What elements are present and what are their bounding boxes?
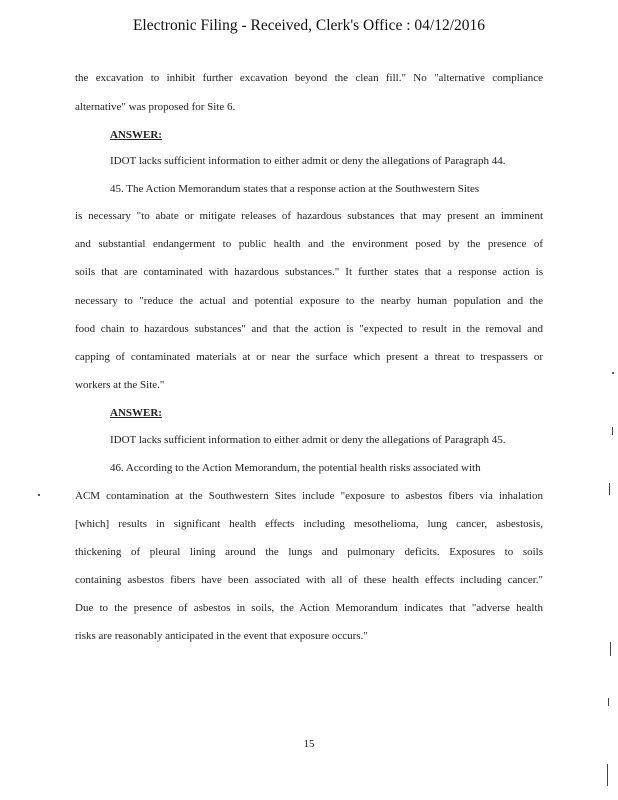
answer-heading: ANSWER: xyxy=(110,129,162,141)
paragraph-46-line: risks are reasonably anticipated in the event that exposure occurs." xyxy=(75,630,368,642)
scan-artifact xyxy=(608,698,609,706)
scan-artifact xyxy=(612,427,613,435)
scan-artifact xyxy=(609,483,610,495)
answer-text: IDOT lacks sufficient information to either admit or deny the allegations of Paragraph 45. xyxy=(110,434,506,446)
paragraph-45-line: workers at the Site." xyxy=(75,379,165,391)
paragraph-45-line: is necessary "to abate or mitigate releases of hazardous substances that may present an imminent xyxy=(75,210,543,222)
paragraph-46-line: [which] results in significant health effects including mesothelioma, lung cancer, asbestosis, xyxy=(75,518,543,530)
scan-artifact xyxy=(612,372,614,374)
paragraph-45-line: capping of contaminated materials at or near the surface which present a threat to trespassers or xyxy=(75,351,543,363)
paragraph-45-line: and substantial endangerment to public health and the environment posed by the presence of xyxy=(75,238,543,250)
filing-header: Electronic Filing - Received, Clerk's Office : 04/12/2016 xyxy=(132,17,486,34)
paragraph-45-line: food chain to hazardous substances" and that the action is "expected to result in the removal and xyxy=(75,323,543,335)
paragraph-46-line: 46. According to the Action Memorandum, the potential health risks associated with xyxy=(110,462,481,474)
paragraph-45-line: soils that are contaminated with hazardous substances." It further states that a response action is xyxy=(75,266,543,278)
paragraph-46-line: containing asbestos fibers have been associated with all of these health effects including cancer." xyxy=(75,574,543,586)
answer-text: IDOT lacks sufficient information to either admit or deny the allegations of Paragraph 44. xyxy=(110,155,506,167)
scan-artifact xyxy=(607,764,608,786)
answer-heading: ANSWER: xyxy=(110,407,162,419)
paragraph-45-line: necessary to "reduce the actual and potential exposure to the nearby human population and the xyxy=(75,295,543,307)
paragraph-45-line: 45. The Action Memorandum states that a response action at the Southwestern Sites xyxy=(110,183,480,195)
paragraph-46-line: thickening of pleural lining around the lungs and pulmonary deficits. Exposures to soils xyxy=(75,546,543,558)
page-number: 15 xyxy=(303,738,315,750)
paragraph-46-line: ACM contamination at the Southwestern Sites include "exposure to asbestos fibers via inhalation xyxy=(75,490,543,502)
scan-artifact xyxy=(610,642,611,656)
body-line: alternative" was proposed for Site 6. xyxy=(75,101,236,113)
paragraph-46-line: Due to the presence of asbestos in soils, the Action Memorandum indicates that "adverse health xyxy=(75,602,543,614)
body-line: the excavation to inhibit further excavation beyond the clean fill." No "alternative compliance xyxy=(75,72,543,84)
scan-artifact xyxy=(38,494,40,496)
